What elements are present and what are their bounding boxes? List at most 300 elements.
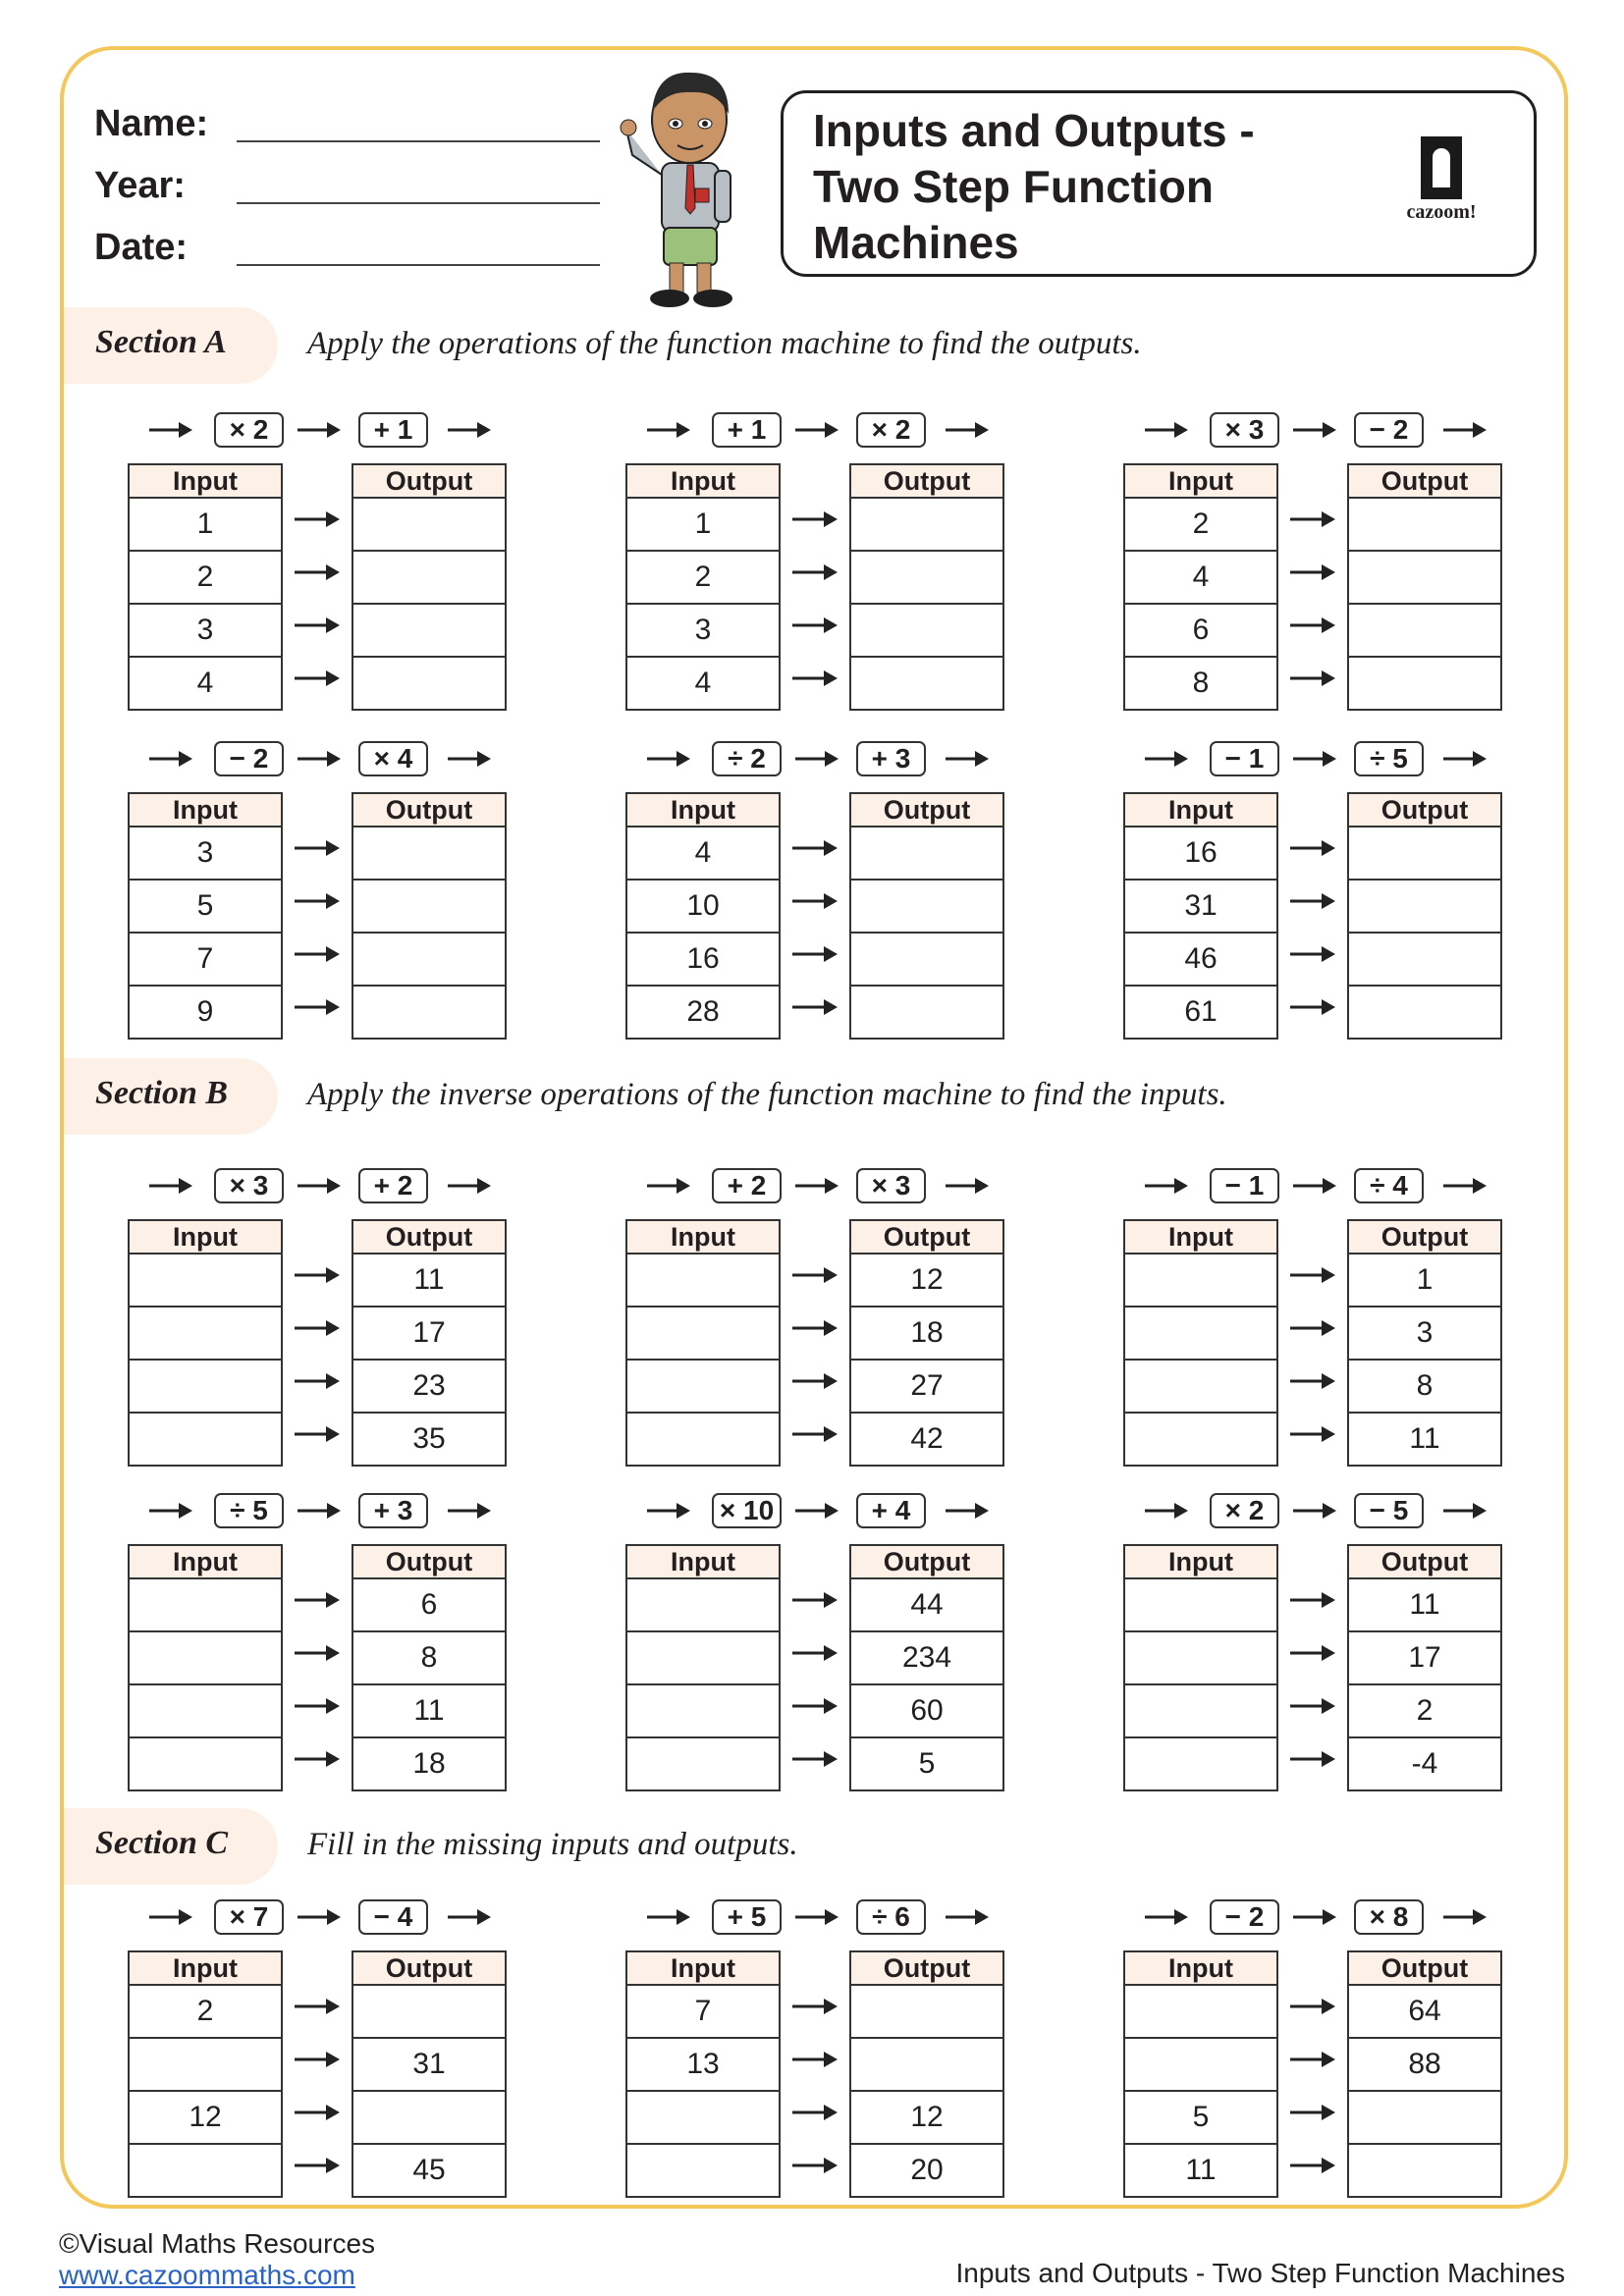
website-link[interactable]: www.cazoommaths.com — [59, 2260, 355, 2290]
footer-title: Inputs and Outputs - Two Step Function Machines — [955, 2258, 1565, 2288]
operation-2-box: ÷ 5 — [1354, 741, 1424, 776]
input-column — [128, 792, 283, 1040]
input-column — [128, 463, 283, 711]
output-header: Output — [1349, 465, 1500, 499]
footer-left — [59, 2228, 375, 2291]
operation-1-box: + 5 — [712, 1899, 782, 1935]
output-column — [352, 463, 507, 711]
output-header: Output — [851, 465, 1002, 499]
input-cell[interactable] — [130, 2037, 281, 2090]
function-machine — [625, 1168, 1008, 1463]
input-column — [625, 792, 781, 1040]
row-arrow-icon — [792, 996, 838, 1023]
operation-1-box: − 2 — [214, 741, 284, 776]
output-cell[interactable]: 23 — [353, 1359, 505, 1412]
output-cell[interactable] — [353, 932, 505, 985]
output-cell[interactable]: 27 — [851, 1359, 1002, 1412]
row-arrow-icon — [295, 1370, 340, 1397]
function-machine — [1123, 412, 1506, 707]
function-machine — [1123, 1899, 1506, 2194]
output-cell[interactable]: 42 — [851, 1412, 1002, 1465]
operation-2-box: + 3 — [358, 1493, 428, 1528]
row-arrow-icon — [1290, 943, 1335, 970]
row-arrow-icon — [295, 890, 340, 917]
input-cell[interactable]: 4 — [627, 656, 779, 709]
row-arrow-icon — [792, 1317, 838, 1344]
input-cell[interactable] — [1125, 1683, 1276, 1736]
row-arrow-icon — [295, 837, 340, 864]
input-header: Input — [627, 1546, 779, 1579]
input-cell[interactable] — [1125, 1986, 1276, 2037]
flow-arrow-icon — [149, 419, 192, 446]
row-arrow-icon — [295, 2102, 340, 2128]
row-arrow-icon — [792, 1748, 838, 1775]
input-column — [1123, 463, 1278, 711]
input-cell[interactable] — [627, 1579, 779, 1630]
row-arrow-icon — [1290, 1264, 1335, 1291]
function-machine — [1123, 1493, 1506, 1788]
output-column — [849, 1544, 1004, 1791]
function-machine — [625, 741, 1008, 1036]
input-cell[interactable]: 2 — [1192, 507, 1210, 540]
input-cell[interactable] — [130, 1359, 281, 1412]
flow-arrow-icon — [647, 748, 690, 774]
input-cell[interactable]: 5 — [130, 879, 281, 932]
input-cell[interactable]: 11 — [1125, 2143, 1276, 2196]
output-cell[interactable]: 64 — [1408, 1995, 1441, 2027]
output-cell[interactable]: 1 — [1416, 1263, 1434, 1296]
input-header: Input — [1125, 794, 1276, 828]
flow-arrow-icon — [1293, 1175, 1336, 1201]
flow-arrow-icon — [1145, 419, 1188, 446]
output-cell[interactable] — [1349, 985, 1500, 1038]
flow-arrow-icon — [795, 748, 839, 774]
operation-1-box: + 2 — [712, 1168, 782, 1203]
operation-1-box: − 2 — [1210, 1899, 1279, 1935]
output-cell[interactable]: 45 — [353, 2143, 505, 2196]
output-cell[interactable] — [851, 499, 1002, 550]
input-cell[interactable]: 7 — [694, 1995, 712, 2027]
operation-2-box: × 4 — [358, 741, 428, 776]
input-cell[interactable]: 3 — [627, 603, 779, 656]
output-header: Output — [353, 1221, 505, 1255]
output-header: Output — [851, 1221, 1002, 1255]
output-header: Output — [353, 1546, 505, 1579]
row-arrow-icon — [1290, 996, 1335, 1023]
input-cell[interactable]: 9 — [130, 985, 281, 1038]
input-cell[interactable]: 31 — [1125, 879, 1276, 932]
operation-1-box: + 1 — [712, 412, 782, 448]
row-arrow-icon — [792, 1589, 838, 1616]
input-cell[interactable] — [1125, 2037, 1276, 2090]
row-arrow-icon — [295, 2049, 340, 2075]
input-header: Input — [1125, 465, 1276, 499]
output-cell[interactable]: 20 — [851, 2143, 1002, 2196]
output-cell[interactable] — [1349, 550, 1500, 603]
output-cell[interactable] — [851, 2037, 1002, 2090]
section-c-label: Section C — [95, 1825, 229, 1861]
output-cell[interactable] — [353, 1986, 505, 2037]
section-c-instruction: Fill in the missing inputs and outputs. — [307, 1827, 798, 1862]
output-cell[interactable] — [353, 879, 505, 932]
input-cell[interactable] — [627, 1412, 779, 1465]
operation-2-box: × 2 — [856, 412, 926, 448]
input-cell[interactable] — [627, 1255, 779, 1306]
input-header: Input — [130, 1221, 281, 1255]
date-label: Date: — [94, 227, 189, 268]
input-header: Input — [130, 1952, 281, 1986]
input-cell[interactable] — [627, 1683, 779, 1736]
output-cell[interactable] — [851, 985, 1002, 1038]
flow-arrow-icon — [647, 1175, 690, 1201]
output-cell[interactable]: 6 — [420, 1588, 438, 1621]
output-column — [352, 1950, 507, 2198]
input-cell[interactable] — [1125, 1630, 1276, 1683]
output-cell[interactable] — [851, 656, 1002, 709]
function-machine — [625, 1899, 1008, 2194]
output-cell[interactable]: 88 — [1349, 2037, 1500, 2090]
output-cell[interactable] — [353, 550, 505, 603]
flow-arrow-icon — [298, 748, 341, 774]
output-cell[interactable] — [353, 985, 505, 1038]
output-cell[interactable] — [851, 1986, 1002, 2037]
output-header: Output — [353, 1952, 505, 1986]
input-cell[interactable] — [627, 2090, 779, 2143]
flow-arrow-icon — [1443, 748, 1487, 774]
output-column — [1347, 1544, 1502, 1791]
output-cell[interactable] — [851, 828, 1002, 879]
output-cell[interactable]: 11 — [413, 1263, 445, 1296]
output-column — [849, 463, 1004, 711]
output-cell[interactable]: 11 — [1349, 1412, 1500, 1465]
output-cell[interactable]: 5 — [851, 1736, 1002, 1789]
output-cell[interactable] — [353, 828, 505, 879]
output-cell[interactable] — [1349, 879, 1500, 932]
output-cell[interactable] — [1349, 656, 1500, 709]
operation-1-box: × 3 — [214, 1168, 284, 1203]
function-machine — [625, 412, 1008, 707]
input-cell[interactable]: 3 — [130, 603, 281, 656]
flow-arrow-icon — [149, 1906, 192, 1933]
output-cell[interactable]: 234 — [851, 1630, 1002, 1683]
input-header: Input — [1125, 1546, 1276, 1579]
page-title: Inputs and Outputs - Two Step Function Machines — [813, 105, 1255, 268]
operation-1-box: − 1 — [1210, 741, 1279, 776]
input-column — [625, 1544, 781, 1791]
output-cell[interactable]: 12 — [851, 2090, 1002, 2143]
row-arrow-icon — [792, 1996, 838, 2022]
output-column — [1347, 792, 1502, 1040]
output-column — [849, 792, 1004, 1040]
flow-arrow-icon — [1293, 1906, 1336, 1933]
section-a-instruction: Apply the operations of the function machine to find the outputs. — [307, 326, 1142, 361]
input-cell[interactable]: 46 — [1125, 932, 1276, 985]
input-cell[interactable] — [130, 1736, 281, 1789]
input-cell[interactable] — [130, 1306, 281, 1359]
row-arrow-icon — [792, 2155, 838, 2181]
input-column — [1123, 792, 1278, 1040]
input-cell[interactable] — [130, 1412, 281, 1465]
output-cell[interactable] — [1349, 2143, 1500, 2196]
output-cell[interactable] — [851, 550, 1002, 603]
row-arrow-icon — [295, 1264, 340, 1291]
row-arrow-icon — [1290, 1996, 1335, 2022]
year-line[interactable] — [237, 202, 600, 204]
row-arrow-icon — [295, 943, 340, 970]
flow-arrow-icon — [1293, 419, 1336, 446]
operation-1-box: ÷ 5 — [214, 1493, 284, 1528]
output-header: Output — [1349, 794, 1500, 828]
input-cell[interactable] — [627, 1359, 779, 1412]
row-arrow-icon — [295, 614, 340, 641]
row-arrow-icon — [1290, 1642, 1335, 1669]
operation-2-box: ÷ 4 — [1354, 1168, 1424, 1203]
flow-arrow-icon — [1443, 1906, 1487, 1933]
row-arrow-icon — [295, 1996, 340, 2022]
output-cell[interactable] — [1349, 603, 1500, 656]
cazoom-logo-icon — [1421, 136, 1462, 199]
output-cell[interactable] — [1349, 499, 1500, 550]
date-line[interactable] — [237, 264, 600, 266]
input-cell[interactable]: 16 — [627, 932, 779, 985]
input-cell[interactable]: 4 — [130, 656, 281, 709]
output-cell[interactable]: 18 — [851, 1306, 1002, 1359]
flow-arrow-icon — [946, 419, 989, 446]
input-cell[interactable]: 7 — [130, 932, 281, 985]
input-cell[interactable]: 3 — [196, 836, 214, 869]
section-c-pill — [64, 1808, 278, 1885]
output-column — [352, 792, 507, 1040]
output-cell[interactable]: -4 — [1349, 1736, 1500, 1789]
flow-arrow-icon — [1293, 748, 1336, 774]
row-arrow-icon — [295, 1642, 340, 1669]
input-cell[interactable]: 8 — [1125, 656, 1276, 709]
flow-arrow-icon — [448, 748, 491, 774]
output-cell[interactable] — [353, 603, 505, 656]
row-arrow-icon — [1290, 1317, 1335, 1344]
output-cell[interactable]: 44 — [910, 1588, 944, 1621]
row-arrow-icon — [1290, 1748, 1335, 1775]
output-header: Output — [851, 1546, 1002, 1579]
output-cell[interactable]: 35 — [353, 1412, 505, 1465]
input-cell[interactable] — [1125, 1255, 1276, 1306]
output-cell[interactable] — [851, 932, 1002, 985]
input-header: Input — [627, 1221, 779, 1255]
function-machine — [128, 412, 511, 707]
operation-2-box: + 4 — [856, 1493, 926, 1528]
row-arrow-icon — [295, 561, 340, 588]
flow-arrow-icon — [149, 748, 192, 774]
output-header: Output — [353, 794, 505, 828]
input-column — [1123, 1544, 1278, 1791]
input-cell[interactable]: 6 — [1125, 603, 1276, 656]
operation-1-box: − 1 — [1210, 1168, 1279, 1203]
row-arrow-icon — [295, 508, 340, 535]
output-header: Output — [353, 465, 505, 499]
input-column — [128, 1219, 283, 1467]
flow-arrow-icon — [946, 748, 989, 774]
section-a-pill — [64, 307, 278, 384]
row-arrow-icon — [1290, 837, 1335, 864]
input-cell[interactable]: 4 — [694, 836, 712, 869]
output-cell[interactable]: 17 — [353, 1306, 505, 1359]
output-cell[interactable] — [1349, 932, 1500, 985]
input-cell[interactable] — [130, 2143, 281, 2196]
page-border — [60, 46, 1568, 2209]
operation-2-box: × 8 — [1354, 1899, 1424, 1935]
input-header: Input — [130, 1546, 281, 1579]
input-cell[interactable]: 28 — [627, 985, 779, 1038]
output-cell[interactable] — [353, 656, 505, 709]
input-cell[interactable]: 12 — [130, 2090, 281, 2143]
function-machine — [128, 1168, 511, 1463]
row-arrow-icon — [792, 614, 838, 641]
title-box — [781, 90, 1537, 277]
output-cell[interactable] — [851, 603, 1002, 656]
input-header: Input — [627, 794, 779, 828]
input-cell[interactable] — [1125, 1579, 1276, 1630]
section-b-label: Section B — [95, 1075, 229, 1111]
section-a-label: Section A — [95, 324, 227, 360]
input-cell[interactable] — [1125, 1306, 1276, 1359]
row-arrow-icon — [792, 1695, 838, 1722]
row-arrow-icon — [792, 1264, 838, 1291]
flow-arrow-icon — [298, 1175, 341, 1201]
flow-arrow-icon — [795, 1906, 839, 1933]
input-column — [625, 463, 781, 711]
output-cell[interactable] — [353, 499, 505, 550]
input-column — [1123, 1219, 1278, 1467]
operation-1-box: ÷ 2 — [712, 741, 782, 776]
output-column — [1347, 1950, 1502, 2198]
name-line[interactable] — [237, 140, 600, 142]
input-cell[interactable] — [627, 1306, 779, 1359]
row-arrow-icon — [1290, 667, 1335, 694]
row-arrow-icon — [1290, 1370, 1335, 1397]
input-column — [128, 1544, 283, 1791]
input-cell[interactable]: 2 — [130, 550, 281, 603]
function-machine — [128, 1899, 511, 2194]
input-cell[interactable] — [130, 1255, 281, 1306]
input-cell[interactable] — [627, 2143, 779, 2196]
row-arrow-icon — [1290, 2049, 1335, 2075]
input-cell[interactable]: 10 — [627, 879, 779, 932]
flow-arrow-icon — [149, 1175, 192, 1201]
operation-2-box: − 2 — [1354, 412, 1424, 448]
output-cell[interactable] — [1349, 828, 1500, 879]
flow-arrow-icon — [946, 1175, 989, 1201]
input-cell[interactable]: 13 — [627, 2037, 779, 2090]
output-cell[interactable]: 8 — [1349, 1359, 1500, 1412]
row-arrow-icon — [1290, 2102, 1335, 2128]
flow-arrow-icon — [448, 1500, 491, 1526]
flow-arrow-icon — [448, 419, 491, 446]
output-cell[interactable]: 3 — [1349, 1306, 1500, 1359]
input-cell[interactable] — [1125, 1359, 1276, 1412]
row-arrow-icon — [295, 2155, 340, 2181]
input-cell[interactable] — [130, 1630, 281, 1683]
year-label: Year: — [94, 165, 186, 206]
output-cell[interactable] — [1349, 2090, 1500, 2143]
row-arrow-icon — [1290, 614, 1335, 641]
input-cell[interactable] — [130, 1683, 281, 1736]
input-cell[interactable] — [1125, 1412, 1276, 1465]
row-arrow-icon — [1290, 2155, 1335, 2181]
output-cell[interactable]: 2 — [1349, 1683, 1500, 1736]
row-arrow-icon — [295, 1423, 340, 1450]
output-cell[interactable]: 11 — [1409, 1588, 1440, 1621]
input-cell[interactable]: 1 — [196, 507, 214, 540]
function-machine — [1123, 741, 1506, 1036]
output-cell[interactable]: 8 — [353, 1630, 505, 1683]
row-arrow-icon — [295, 1748, 340, 1775]
row-arrow-icon — [295, 1317, 340, 1344]
input-cell[interactable]: 16 — [1184, 836, 1218, 869]
flow-arrow-icon — [448, 1906, 491, 1933]
row-arrow-icon — [1290, 890, 1335, 917]
output-header: Output — [1349, 1952, 1500, 1986]
input-cell[interactable] — [130, 1579, 281, 1630]
input-header: Input — [1125, 1221, 1276, 1255]
output-cell[interactable]: 31 — [353, 2037, 505, 2090]
output-cell[interactable]: 11 — [353, 1683, 505, 1736]
output-header: Output — [851, 1952, 1002, 1986]
flow-arrow-icon — [1293, 1500, 1336, 1526]
input-cell[interactable]: 61 — [1125, 985, 1276, 1038]
input-cell[interactable]: 5 — [1125, 2090, 1276, 2143]
row-arrow-icon — [792, 508, 838, 535]
row-arrow-icon — [792, 667, 838, 694]
output-header: Output — [851, 794, 1002, 828]
input-cell[interactable]: 1 — [694, 507, 712, 540]
input-cell[interactable] — [627, 1736, 779, 1789]
output-cell[interactable]: 12 — [910, 1263, 944, 1296]
row-arrow-icon — [1290, 508, 1335, 535]
operation-2-box: + 1 — [358, 412, 428, 448]
input-cell[interactable]: 4 — [1125, 550, 1276, 603]
output-cell[interactable] — [851, 879, 1002, 932]
function-machine — [1123, 1168, 1506, 1463]
operation-2-box: + 3 — [856, 741, 926, 776]
output-cell[interactable] — [353, 2090, 505, 2143]
output-column — [1347, 1219, 1502, 1467]
flow-arrow-icon — [448, 1175, 491, 1201]
row-arrow-icon — [1290, 1589, 1335, 1616]
row-arrow-icon — [1290, 1695, 1335, 1722]
input-column — [128, 1950, 283, 2198]
flow-arrow-icon — [1443, 1175, 1487, 1201]
function-machine — [128, 741, 511, 1036]
operation-2-box: − 4 — [358, 1899, 428, 1935]
input-cell[interactable]: 2 — [196, 1995, 214, 2027]
operation-1-box: × 10 — [712, 1493, 782, 1528]
output-cell[interactable]: 17 — [1349, 1630, 1500, 1683]
row-arrow-icon — [792, 2102, 838, 2128]
flow-arrow-icon — [298, 419, 341, 446]
output-column — [1347, 463, 1502, 711]
output-cell[interactable]: 18 — [353, 1736, 505, 1789]
input-cell[interactable] — [1125, 1736, 1276, 1789]
input-cell[interactable] — [627, 1630, 779, 1683]
section-b-instruction: Apply the inverse operations of the function machine to find the inputs. — [307, 1077, 1227, 1112]
operation-2-box: × 3 — [856, 1168, 926, 1203]
input-cell[interactable]: 2 — [627, 550, 779, 603]
function-machine — [625, 1493, 1008, 1788]
row-arrow-icon — [792, 837, 838, 864]
row-arrow-icon — [295, 1695, 340, 1722]
input-header: Input — [1125, 1952, 1276, 1986]
output-cell[interactable]: 60 — [851, 1683, 1002, 1736]
